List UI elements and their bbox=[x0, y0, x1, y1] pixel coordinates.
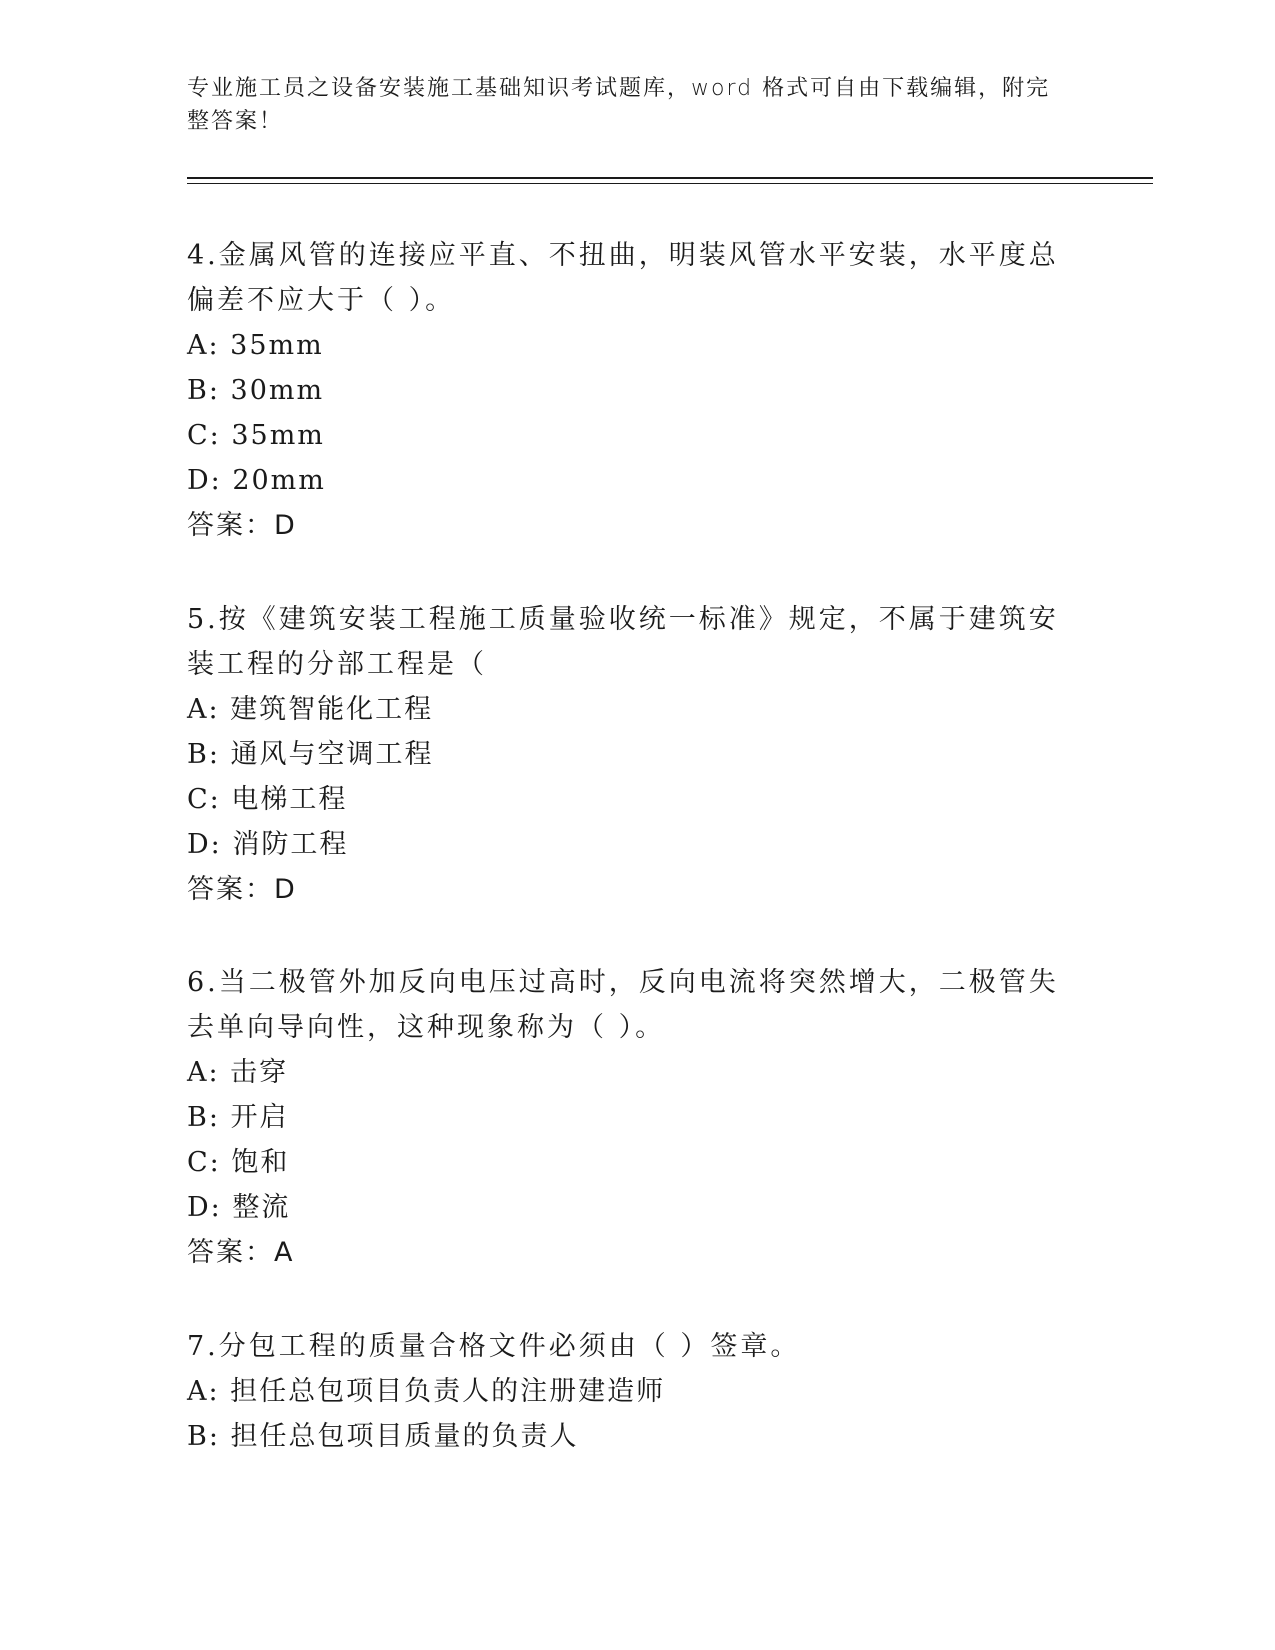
option-a: A: 35mm bbox=[187, 330, 324, 361]
answer: 答案：A bbox=[187, 1237, 295, 1268]
answer: 答案：D bbox=[187, 874, 297, 905]
question-stem: 6.当二极管外加反向电压过高时，反向电流将突然增大，二极管失去单向导向性，这种现象称为（ ）。 bbox=[187, 967, 1059, 1043]
question-stem: 5.按《建筑安装工程施工质量验收统一标准》规定，不属于建筑安装工程的分部工程是（ bbox=[187, 604, 1059, 680]
answer: 答案：D bbox=[187, 510, 297, 541]
option-c: C: 35mm bbox=[187, 420, 325, 451]
option-c: C: 饱和 bbox=[187, 1147, 290, 1178]
option-b: B: 30mm bbox=[187, 375, 325, 406]
question-4 bbox=[187, 233, 1087, 548]
option-a: A: 担任总包项目负责人的注册建造师 bbox=[187, 1376, 666, 1407]
header-divider-top bbox=[187, 177, 1153, 179]
question-7 bbox=[187, 1324, 1087, 1459]
header-divider-bottom bbox=[187, 183, 1153, 184]
option-d: D: 20mm bbox=[187, 465, 326, 496]
option-d: D: 整流 bbox=[187, 1192, 291, 1223]
question-6 bbox=[187, 960, 1087, 1275]
option-a: A: 击穿 bbox=[187, 1057, 289, 1088]
option-c: C: 电梯工程 bbox=[187, 784, 348, 815]
option-d: D: 消防工程 bbox=[187, 829, 349, 860]
option-b: B: 开启 bbox=[187, 1102, 289, 1133]
question-5 bbox=[187, 597, 1087, 912]
option-b: B: 通风与空调工程 bbox=[187, 739, 434, 770]
option-b: B: 担任总包项目质量的负责人 bbox=[187, 1421, 579, 1452]
question-stem: 7.分包工程的质量合格文件必须由（ ）签章。 bbox=[187, 1331, 801, 1362]
document-header: 专业施工员之设备安装施工基础知识考试题库，word 格式可自由下载编辑，附完整答案！ bbox=[187, 76, 1051, 134]
question-stem: 4.金属风管的连接应平直、不扭曲，明装风管水平安装，水平度总偏差不应大于（ ）。 bbox=[187, 240, 1059, 316]
option-a: A: 建筑智能化工程 bbox=[187, 694, 434, 725]
